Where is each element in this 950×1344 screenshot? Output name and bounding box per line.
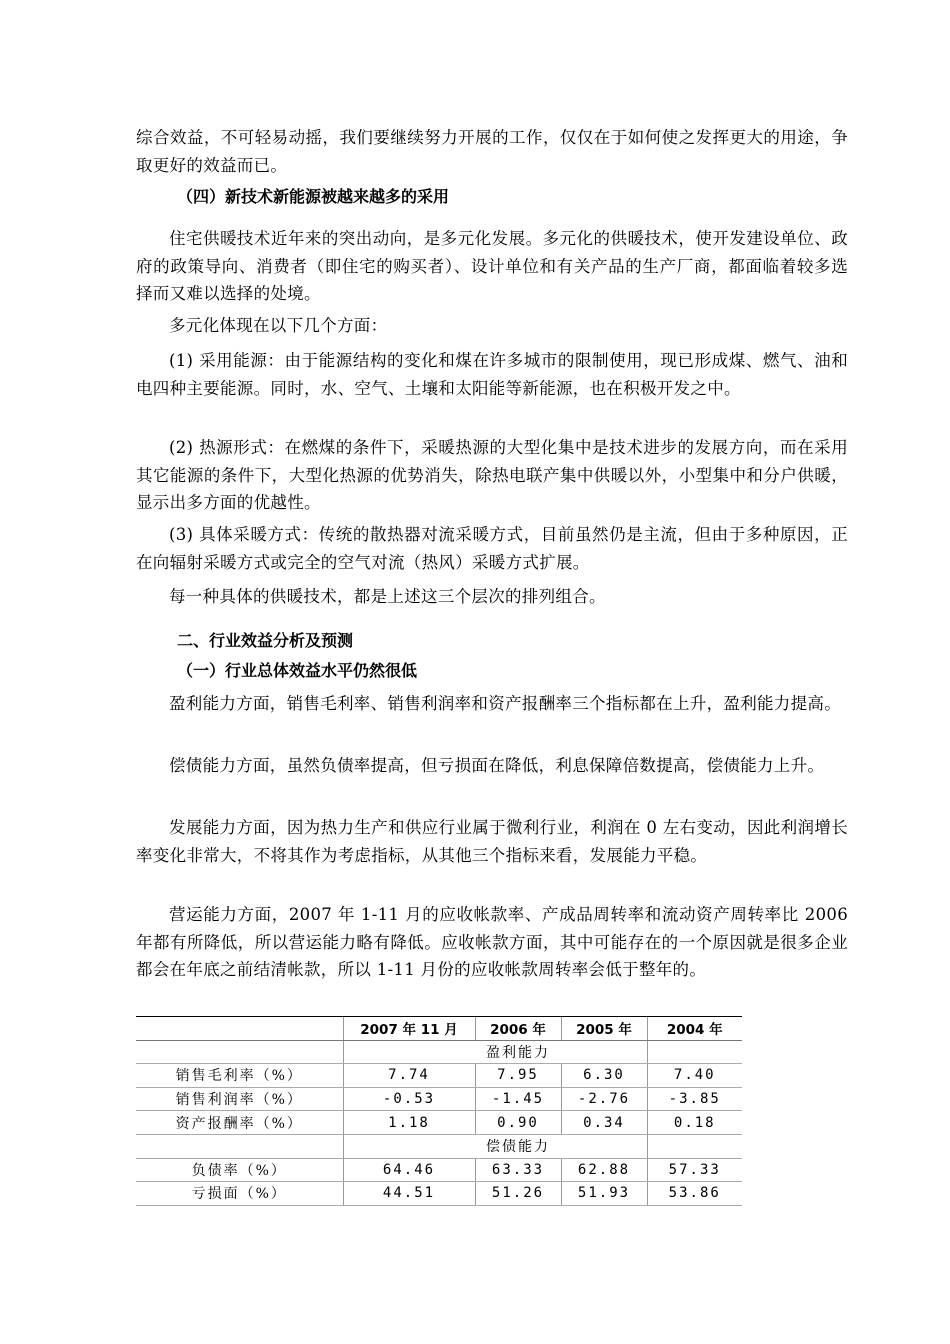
table-cell: 7.74 (343, 1064, 475, 1088)
paragraph-heating-method: (3) 具体采暖方式：传统的散热器对流采暖方式，目前虽然仍是主流，但由于多种原因，正在向辐射采暖方式或完全的空气对流（热风）采暖方式扩展。 (136, 525, 848, 572)
table-cell: 64.46 (343, 1158, 475, 1182)
paragraph-profitability: 盈利能力方面，销售毛利率、销售利润率和资产报酬率三个指标都在上升，盈利能力提高。 (169, 694, 841, 713)
table-row-label: 亏损面（%） (136, 1182, 343, 1206)
table-row-label: 负债率（%） (136, 1158, 343, 1182)
section-heading-overall-benefit: （一）行业总体效益水平仍然很低 (177, 661, 418, 680)
table-header-cell (136, 1017, 343, 1041)
table-cell: 51.26 (475, 1182, 561, 1206)
table-row-label: 资产报酬率（%） (136, 1111, 343, 1135)
table-cell: 7.95 (475, 1064, 561, 1088)
table-cell: 53.86 (647, 1182, 742, 1206)
table-row-label: 销售毛利率（%） (136, 1064, 343, 1088)
table-cell: 6.30 (561, 1064, 647, 1088)
table-cell: 1.18 (343, 1111, 475, 1135)
paragraph-diversification: 住宅供暖技术近年来的突出动向，是多元化发展。多元化的供暖技术，使开发建设单位、政府的政策导向、消费者（即住宅的购买者）、设计单位和有关产品的生产厂商，都面临着较多选择而又难以选择的处境。 (136, 229, 848, 303)
paragraph-operation: 营运能力方面，2007 年 1-11 月的应收帐款率、产成品周转率和流动资产周转率比 2006 年都有所降低，所以营运能力略有降低。应收帐款方面，其中可能存在的一个原因就是很多企业都会在年底之前结清帐款，所以 1-11 月份的应收帐款周转率会低于整年的。 (136, 905, 848, 979)
table-row (136, 1182, 742, 1206)
table-header-cell: 2005 年 (561, 1017, 647, 1041)
section-heading-new-energy: （四）新技术新能源被越来越多的采用 (177, 187, 450, 206)
table-cell: 44.51 (343, 1182, 475, 1206)
table-header-cell: 2007 年 11 月 (343, 1017, 475, 1041)
paragraph-development: 发展能力方面，因为热力生产和供应行业属于微利行业，利润在 0 左右变动，因此利润增长率变化非常大，不将其作为考虑指标，从其他三个指标来看，发展能力平稳。 (136, 818, 848, 865)
table-cell: 7.40 (647, 1064, 742, 1088)
table-header-cell: 2006 年 (475, 1017, 561, 1041)
table-cell: 63.33 (475, 1158, 561, 1182)
paragraph-solvency: 偿债能力方面，虽然负债率提高，但亏损面在降低，利息保障倍数提高，偿债能力上升。 (169, 756, 825, 775)
table-row-label: 销售利润率（%） (136, 1087, 343, 1111)
paragraph-heat-source: (2) 热源形式：在燃煤的条件下，采暖热源的大型化集中是技术进步的发展方向，而在采用其它能源的条件下，大型化热源的优势消失，除热电联产集中供暖以外，小型集中和分户供暖，显示出多方面的优越性。 (136, 438, 848, 512)
table-cell: -3.85 (647, 1087, 742, 1111)
paragraph-aspects-intro: 多元化体现在以下几个方面： (169, 316, 388, 335)
table-header-row (136, 1017, 742, 1041)
paragraph-combination: 每一种具体的供暖技术，都是上述这三个层次的排列组合。 (169, 587, 606, 606)
table-cell: 0.90 (475, 1111, 561, 1135)
table-section-label: 偿债能力 (475, 1134, 561, 1158)
table-cell: 0.34 (561, 1111, 647, 1135)
table-row (136, 1064, 742, 1088)
paragraph-energy-use: (1) 采用能源：由于能源结构的变化和煤在许多城市的限制使用，现已形成煤、燃气、油和电四种主要能源。同时，水、空气、土壤和太阳能等新能源，也在积极开发之中。 (136, 351, 848, 398)
financial-indicators-table (136, 1016, 742, 1206)
table-cell: -0.53 (343, 1087, 475, 1111)
chapter-heading-benefit-analysis: 二、行业效益分析及预测 (177, 631, 354, 650)
table-section-label: 盈利能力 (475, 1040, 561, 1064)
table-cell: 0.18 (647, 1111, 742, 1135)
table-section-row (136, 1040, 742, 1064)
table-cell: 51.93 (561, 1182, 647, 1206)
table-cell: 57.33 (647, 1158, 742, 1182)
table-row (136, 1087, 742, 1111)
table-header-cell: 2004 年 (647, 1017, 742, 1041)
table-cell: 62.88 (561, 1158, 647, 1182)
table-row (136, 1111, 742, 1135)
table-cell: -2.76 (561, 1087, 647, 1111)
paragraph-comprehensive-benefit: 综合效益，不可轻易动摇，我们要继续努力开展的工作，仅仅在于如何使之发挥更大的用途，争取更好的效益而已。 (136, 128, 848, 175)
table-cell: -1.45 (475, 1087, 561, 1111)
table-row (136, 1158, 742, 1182)
table-section-row (136, 1134, 742, 1158)
